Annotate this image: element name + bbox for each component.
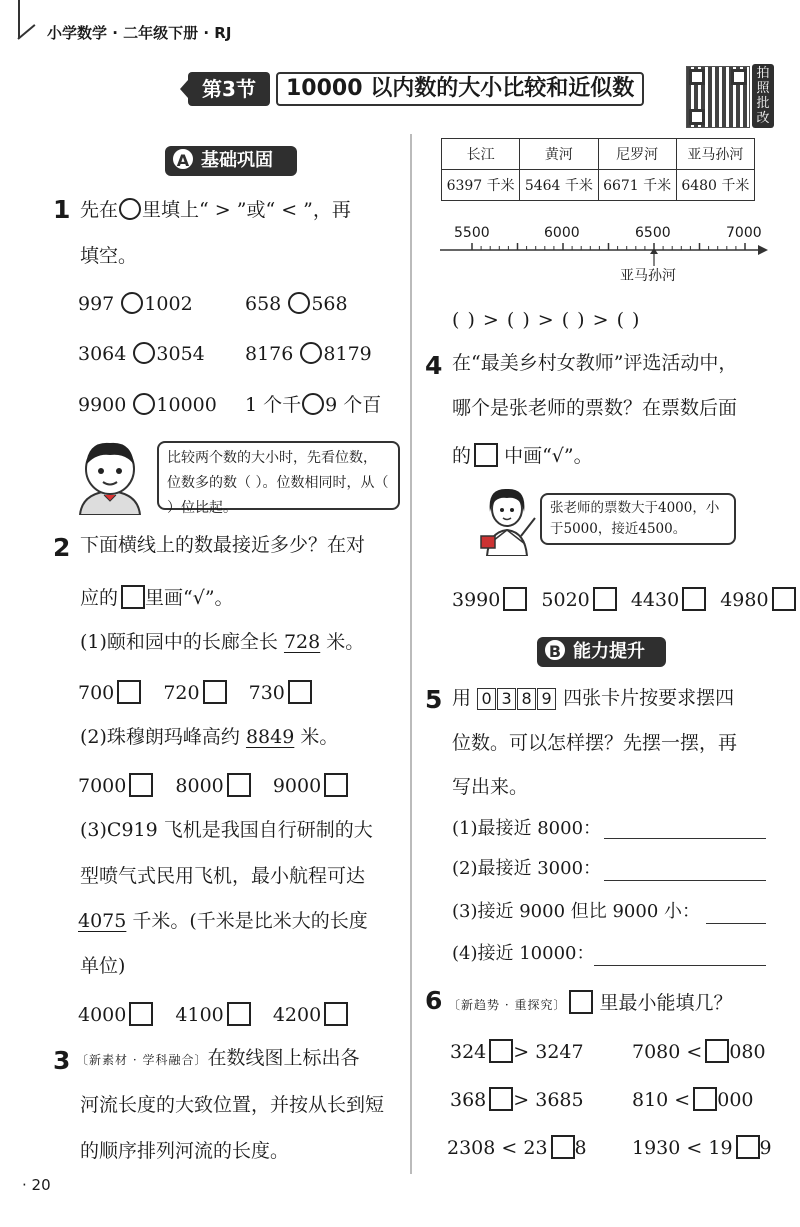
q3-line2: 河流长度的大致位置，并按从长到短: [80, 1094, 385, 1116]
part-b-label: 能力提升: [573, 641, 645, 662]
compare-circle[interactable]: [133, 342, 155, 364]
compare-circle[interactable]: [300, 342, 322, 364]
q1-text-line2: 填空。: [80, 245, 138, 267]
check-box[interactable]: [129, 773, 153, 797]
check-box[interactable]: [129, 1002, 153, 1026]
q6-row3-left: 2308 < 23 8: [447, 1137, 587, 1159]
q6-number: 6: [425, 986, 443, 1015]
q2-sub3-line4: 单位): [80, 955, 126, 977]
q2-line2: 应的 里画“√”。: [80, 587, 234, 609]
check-box[interactable]: [324, 773, 348, 797]
q4-options: 3990 5020 4430 4980: [452, 587, 796, 611]
axis-label: 5500: [454, 225, 490, 241]
answer-line[interactable]: [604, 838, 766, 839]
part-a-label: 基础巩固: [201, 150, 273, 171]
fill-box[interactable]: [489, 1087, 513, 1111]
table-cell: 6671 千米: [598, 170, 676, 201]
part-b-heading: [537, 637, 666, 667]
teacher-illustration: [477, 482, 537, 556]
check-box[interactable]: [288, 680, 312, 704]
q6-tag: 〔新趋势 · 重探究〕: [448, 998, 567, 1012]
q4-hint-bubble: 张老师的票数大于4000，小于5000，接近4500。: [540, 493, 736, 545]
qr-code[interactable]: [686, 66, 750, 128]
q2-number: 2: [53, 533, 71, 562]
q5-item-3: (3)接近 9000 但比 9000 小：: [452, 901, 701, 922]
q2-line1: 下面横线上的数最接近多少？在对: [80, 534, 366, 556]
answer-line[interactable]: [706, 923, 766, 924]
table-head-cell: 尼罗河: [598, 139, 676, 170]
check-box[interactable]: [227, 773, 251, 797]
part-a-letter: A: [171, 147, 195, 171]
digit-card: 9: [537, 688, 556, 710]
q4-number: 4: [425, 351, 443, 380]
table-row: [442, 170, 755, 201]
q6-row1-left: 324 > 3247: [450, 1041, 584, 1063]
axis-label: 7000: [726, 225, 762, 241]
circle-blank: [119, 198, 141, 220]
q2-sub3-line1: (3)C919 飞机是我国自行研制的大: [80, 819, 373, 841]
fill-box[interactable]: [489, 1039, 513, 1063]
check-box[interactable]: [682, 587, 706, 611]
q5-number: 5: [425, 685, 443, 714]
q2-sub3-line3: 4075 千米。(千米是比米大的长度: [78, 910, 368, 932]
q3-line3: 的顺序排列河流的长度。: [80, 1140, 290, 1162]
book-title: 小学数学 · 二年级下册 · RJ: [47, 24, 232, 42]
q5-line1: 用 0 3 8 9 四张卡片按要求摆四: [452, 687, 735, 709]
digit-card: 3: [497, 688, 516, 710]
table-row: [442, 139, 755, 170]
q1-row2-left: 3064 3054: [78, 343, 205, 365]
q6-row2-left: 368 > 3685: [450, 1089, 584, 1111]
compare-circle[interactable]: [121, 292, 143, 314]
q2-sub3-options: 4000 4100 4200: [78, 1002, 348, 1026]
q1-row1-right: 658 568: [245, 293, 348, 315]
fill-box[interactable]: [693, 1087, 717, 1111]
compare-circle[interactable]: [133, 393, 155, 415]
fill-box[interactable]: [736, 1135, 760, 1159]
q1-hint-bubble: 比较两个数的大小时，先看位数，位数多的数（ ）。位数相同时，从（ ）位比起。: [157, 441, 400, 510]
q2-sub1-options: 700 720 730: [78, 680, 312, 704]
fill-box[interactable]: [705, 1039, 729, 1063]
answer-box: [569, 990, 593, 1014]
header-rule: [18, 0, 20, 38]
answer-line[interactable]: [594, 965, 766, 966]
compare-circle[interactable]: [288, 292, 310, 314]
check-box[interactable]: [203, 680, 227, 704]
boy-illustration: [70, 435, 150, 515]
answer-box: [121, 585, 145, 609]
table-cell: 5464 千米: [520, 170, 598, 201]
answer-line[interactable]: [604, 880, 766, 881]
q5-item-4: (4)接近 10000：: [452, 943, 595, 964]
q6-row3-right: 1930 < 19 9: [632, 1137, 772, 1159]
q2-sub2: (2)珠穆朗玛峰高约 8849 米。: [80, 726, 339, 748]
check-box[interactable]: [503, 587, 527, 611]
section-title: 10000 以内数的大小比较和近似数: [276, 72, 644, 106]
part-a-heading: [165, 146, 297, 176]
check-box[interactable]: [593, 587, 617, 611]
compare-circle[interactable]: [302, 393, 324, 415]
section-badge: 第3节: [188, 72, 270, 106]
order-blanks[interactable]: ( ) > ( ) > ( ) > ( ): [452, 309, 640, 331]
q1-row3-right: 1 个千 9 个百: [245, 394, 382, 416]
q1-number: 1: [53, 195, 71, 224]
q3-number: 3: [53, 1046, 71, 1075]
badge-arrow: [180, 80, 188, 98]
q4-line3: 的 中画“√”。: [452, 445, 593, 467]
river-table: [441, 138, 755, 201]
q3-line1: 〔新素材 · 学科融合〕在数线图上标出各: [76, 1047, 360, 1069]
table-head-cell: 黄河: [520, 139, 598, 170]
number-line: [440, 240, 770, 270]
q1-text: 先在 里填上“ > ”或“ < ”，再: [80, 199, 351, 221]
qr-label: 拍照批改: [752, 64, 774, 128]
table-head-cell: 亚马孙河: [676, 139, 754, 170]
answer-box: [474, 443, 498, 467]
table-cell: 6480 千米: [676, 170, 754, 201]
fill-box[interactable]: [551, 1135, 575, 1159]
axis-label: 6500: [635, 225, 671, 241]
q1-row2-right: 8176 8179: [245, 343, 372, 365]
table-cell: 6397 千米: [442, 170, 520, 201]
check-box[interactable]: [324, 1002, 348, 1026]
check-box[interactable]: [227, 1002, 251, 1026]
header-rule-corner: [17, 24, 35, 40]
check-box[interactable]: [117, 680, 141, 704]
q6-row2-right: 810 < 000: [632, 1089, 754, 1111]
q5-line2: 位数。可以怎样摆？先摆一摆，再: [452, 732, 738, 754]
check-box[interactable]: [772, 587, 796, 611]
q5-item-2: (2)最接近 3000：: [452, 858, 602, 879]
q1-row3-left: 9900 10000: [78, 394, 217, 416]
q3-tag: 〔新素材 · 学科融合〕: [76, 1053, 208, 1067]
q5-line3: 写出来。: [452, 776, 529, 798]
column-divider: [410, 134, 412, 1174]
q5-item-1: (1)最接近 8000：: [452, 818, 602, 839]
digit-card: 0: [477, 688, 496, 710]
q4-line2: 哪个是张老师的票数？在票数后面: [452, 397, 738, 419]
q6-line1: 〔新趋势 · 重探究〕 里最小能填几？: [448, 992, 733, 1014]
table-head-cell: 长江: [442, 139, 520, 170]
q2-sub3-line2: 型喷气式民用飞机，最小航程可达: [80, 865, 366, 887]
page-number: · 20: [22, 1176, 51, 1194]
q1-row1-left: 997 1002: [78, 293, 193, 315]
q6-row1-right: 7080 < 080: [632, 1041, 766, 1063]
digit-card: 8: [517, 688, 536, 710]
axis-label: 6000: [544, 225, 580, 241]
marker-label: 亚马孙河: [620, 268, 676, 284]
part-b-letter: B: [543, 638, 567, 662]
q4-line1: 在“最美乡村女教师”评选活动中，: [452, 352, 738, 374]
q2-sub2-options: 7000 8000 9000: [78, 773, 348, 797]
q2-sub1: (1)颐和园中的长廊全长 728 米。: [80, 631, 365, 653]
